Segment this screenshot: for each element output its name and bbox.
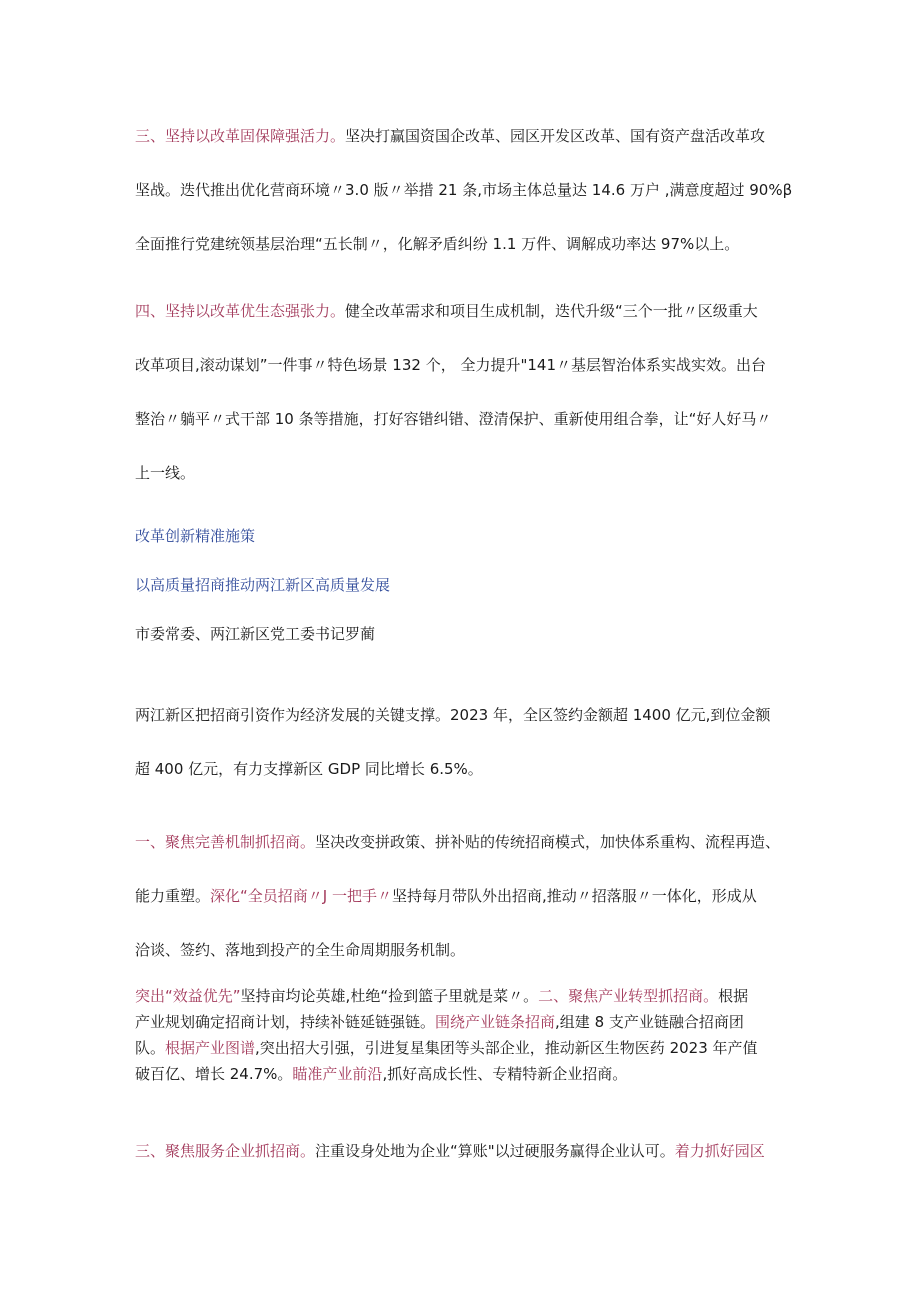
paragraph-line: 能力重塑。深化“全员招商〃J 一把手〃坚持每月带队外出招商,推动〃招落服〃一体化，形成从 xyxy=(135,887,757,905)
section-heading: 一、聚焦完善机制抓招商。 xyxy=(135,833,316,851)
paragraph-intro xyxy=(135,702,795,810)
paragraph-line: 两江新区把招商引资作为经济发展的关键支撑。2023 年，全区签约金额超 1400 亿元,到位金额 xyxy=(135,706,771,724)
paragraph-line: 超 400 亿元，有力支撑新区 GDP 同比增长 6.5%。 xyxy=(135,760,483,778)
section-heading: 四、坚持以改革优生态强张力。 xyxy=(135,302,346,320)
section-heading: 三、坚持以改革固保障强活力。 xyxy=(135,127,346,145)
paragraph-line: 洽谈、签约、落地到投产的全生命周期服务机制。 xyxy=(135,941,466,959)
paragraph-line: 产业规划确定招商计划，持续补链延链强链。围绕产业链条招商,组建 8 支产业链融合招商团 xyxy=(135,1013,744,1031)
paragraph-line: 队。根据产业图谱,突出招大引强，引进复星集团等头部企业，推动新区生物医药 2023 年产值 xyxy=(135,1039,758,1057)
paragraph-line: 改革项目,滚动谋划”一件事〃特色场景 132 个， 全力提升"141〃基层智治体系实战实效。出台 xyxy=(135,356,767,374)
paragraph-section-4 xyxy=(135,298,795,514)
paragraph-point-1 xyxy=(135,829,795,991)
paragraph-point-2 xyxy=(135,983,795,1087)
paragraph-line: 整治〃躺平〃式干部 10 条等措施，打好容错纠错、澄清保护、重新使用组合拳，让“好人好马〃 xyxy=(135,410,772,428)
paragraph-line: 一、聚焦完善机制抓招商。坚决改变拼政策、拼补贴的传统招商模式，加快体系重构、流程再造、 xyxy=(135,833,781,851)
paragraph-section-3 xyxy=(135,123,795,285)
article-author: 市委常委、两江新区党工委书记罗蔺 xyxy=(135,625,376,643)
paragraph-line: 突出“效益优先”坚持亩均论英雄,杜绝“捡到篮子里就是菜〃。二、聚焦产业转型抓招商。根据 xyxy=(135,987,749,1005)
paragraph-point-3 xyxy=(135,1138,795,1164)
paragraph-line: 三、聚焦服务企业抓招商。注重设身处地为企业“算账"以过硬服务赢得企业认可。着力抓好园区 xyxy=(135,1142,765,1160)
paragraph-line: 全面推行党建统领基层治理“五长制〃，化解矛盾纠纷 1.1 万件、调解成功率达 97%以上。 xyxy=(135,235,740,253)
section-heading: 三、聚焦服务企业抓招商。 xyxy=(135,1142,316,1160)
column-label: 改革创新精准施策 xyxy=(135,527,256,545)
paragraph-line: 坚战。迭代推出优化营商环境〃3.0 版〃举措 21 条,市场主体总量达 14.6 万户 ,满意度超过 90%β xyxy=(135,181,793,199)
paragraph-line: 四、坚持以改革优生态强张力。健全改革需求和项目生成机制，迭代升级“三个一批〃区级重大 xyxy=(135,302,758,320)
section-heading: 二、聚焦产业转型抓招商。 xyxy=(538,987,719,1005)
paragraph-line: 上一线。 xyxy=(135,464,196,482)
article-title: 以高质量招商推动两江新区高质量发展 xyxy=(135,576,391,594)
paragraph-line: 破百亿、增长 24.7%。瞄准产业前沿,抓好高成长性、专精特新企业招商。 xyxy=(135,1065,628,1083)
paragraph-line: 三、坚持以改革固保障强活力。坚决打赢国资国企改革、园区开发区改革、国有资产盘活改革攻 xyxy=(135,127,766,145)
